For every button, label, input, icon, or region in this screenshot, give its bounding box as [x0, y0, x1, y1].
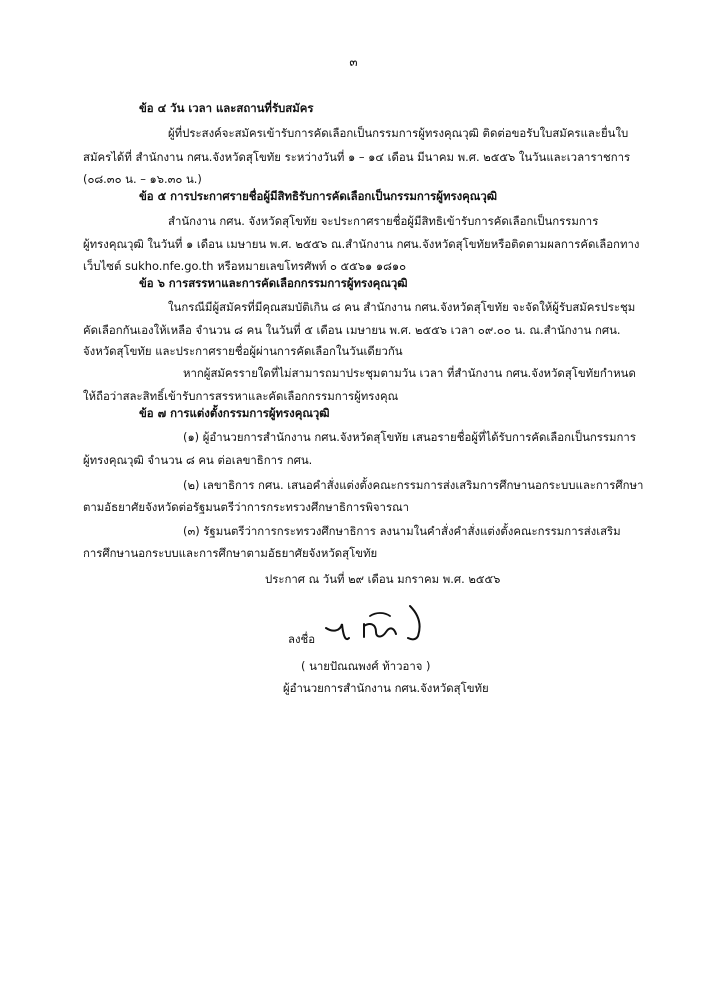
section-6-line-5: ให้ถือว่าสละสิทธิ์เข้ารับการสรรหาและคัดเลือกกรรมการผู้ทรงคุณ [83, 389, 399, 403]
signature-label: ลงชื่อ [288, 632, 316, 646]
section-6-line-3: จังหวัดสุโขทัย และประกาศรายชื่อผู้ผ่านการคัดเลือกในวันเดียวกัน [83, 344, 403, 358]
announcement-date: ประกาศ ณ วันที่ ๒๙ เดือน มกราคม พ.ศ. ๒๕๕๖ [265, 572, 501, 586]
page-number: ๓ [349, 55, 358, 69]
handwritten-signature [318, 602, 438, 647]
section-5-heading: ข้อ ๕ การประกาศรายชื่อผู้มีสิทธิรับการคัดเลือกเป็นกรรมการผู้ทรงคุณวุฒิ [139, 189, 498, 203]
section-7-line-5: (๓) รัฐมนตรีว่าการกระทรวงศึกษาธิการ ลงนามในคำสั่งคำสั่งแต่งตั้งคณะกรรมการส่งเสริม [183, 524, 621, 538]
section-4-line-2: สมัครได้ที่ สำนักงาน กศน.จังหวัดสุโขทัย ระหว่างวันที่ ๑ – ๑๔ เดือน มีนาคม พ.ศ. ๒๕๕๖ ในวันและเวลาราชการ [83, 150, 631, 164]
section-4-line-3: (๐๘.๓๐ น. – ๑๖.๓๐ น.) [83, 172, 202, 186]
section-5-line-3: เว็บไซต์ sukho.nfe.go.th หรือหมายเลขโทรศัพท์ ๐ ๕๕๖๑ ๑๘๑๐ [83, 259, 407, 273]
section-5-line-1: สำนักงาน กศน. จังหวัดสุโขทัย จะประกาศรายชื่อผู้มีสิทธิเข้ารับการคัดเลือกเป็นกรรมการ [168, 214, 599, 228]
section-7-line-2: ผู้ทรงคุณวุฒิ จำนวน ๘ คน ต่อเลขาธิการ กศน. [83, 453, 313, 467]
section-6-line-4: หากผู้สมัครรายใดที่ไม่สามารถมาประชุมตามวัน เวลา ที่สำนักงาน กศน.จังหวัดสุโขทัยกำหนด [183, 366, 636, 380]
section-4-line-1: ผู้ที่ประสงค์จะสมัครเข้ารับการคัดเลือกเป็นกรรมการผู้ทรงคุณวุฒิ ติดต่อขอรับใบสมัครและยื่นใบ [168, 126, 629, 140]
section-7-line-4: ตามอัธยาศัยจังหวัดต่อรัฐมนตรีว่าการกระทรวงศึกษาธิการพิจารณา [83, 500, 410, 514]
section-6-line-2: คัดเลือกกันเองให้เหลือ จำนวน ๘ คน ในวันที่ ๕ เดือน เมษายน พ.ศ. ๒๕๕๖ เวลา ๐๙.๐๐ น. ณ.สำนักงาน กศน. [83, 323, 621, 337]
section-7-line-6: การศึกษานอกระบบและการศึกษาตามอัธยาศัยจังหวัดสุโขทัย [83, 546, 378, 560]
section-6-heading: ข้อ ๖ การสรรหาและการคัดเลือกกรรมการผู้ทรงคุณวุฒิ [139, 276, 408, 290]
section-7-heading: ข้อ ๗ การแต่งตั้งกรรมการผู้ทรงคุณวุฒิ [139, 406, 330, 420]
section-6-line-1: ในกรณีมีผู้สมัครที่มีคุณสมบัติเกิน ๘ คน สำนักงาน กศน.จังหวัดสุโขทัย จะจัดให้ผู้รับสมัครประชุม [168, 300, 636, 314]
section-5-line-2: ผู้ทรงคุณวุฒิ ในวันที่ ๑ เดือน เมษายน พ.ศ. ๒๕๕๖ ณ.สำนักงาน กศน.จังหวัดสุโขทัยหรือติดตามผลการคัดเลือกทาง [83, 237, 640, 251]
section-7-line-3: (๒) เลขาธิการ กศน. เสนอคำสั่งแต่งตั้งคณะกรรมการส่งเสริมการศึกษานอกระบบและการศึกษา [183, 478, 644, 492]
section-4-heading: ข้อ ๔ วัน เวลา และสถานที่รับสมัคร [139, 101, 314, 115]
signer-position: ผู้อำนวยการสำนักงาน กศน.จังหวัดสุโขทัย [283, 681, 489, 695]
section-7-line-1: (๑) ผู้อำนวยการสำนักงาน กศน.จังหวัดสุโขทัย เสนอรายชื่อผู้ที่ได้รับการคัดเลือกเป็นกรรมการ [183, 430, 636, 444]
signer-name: ( นายปัณณพงศ์ ท้าวอาจ ) [301, 659, 431, 673]
